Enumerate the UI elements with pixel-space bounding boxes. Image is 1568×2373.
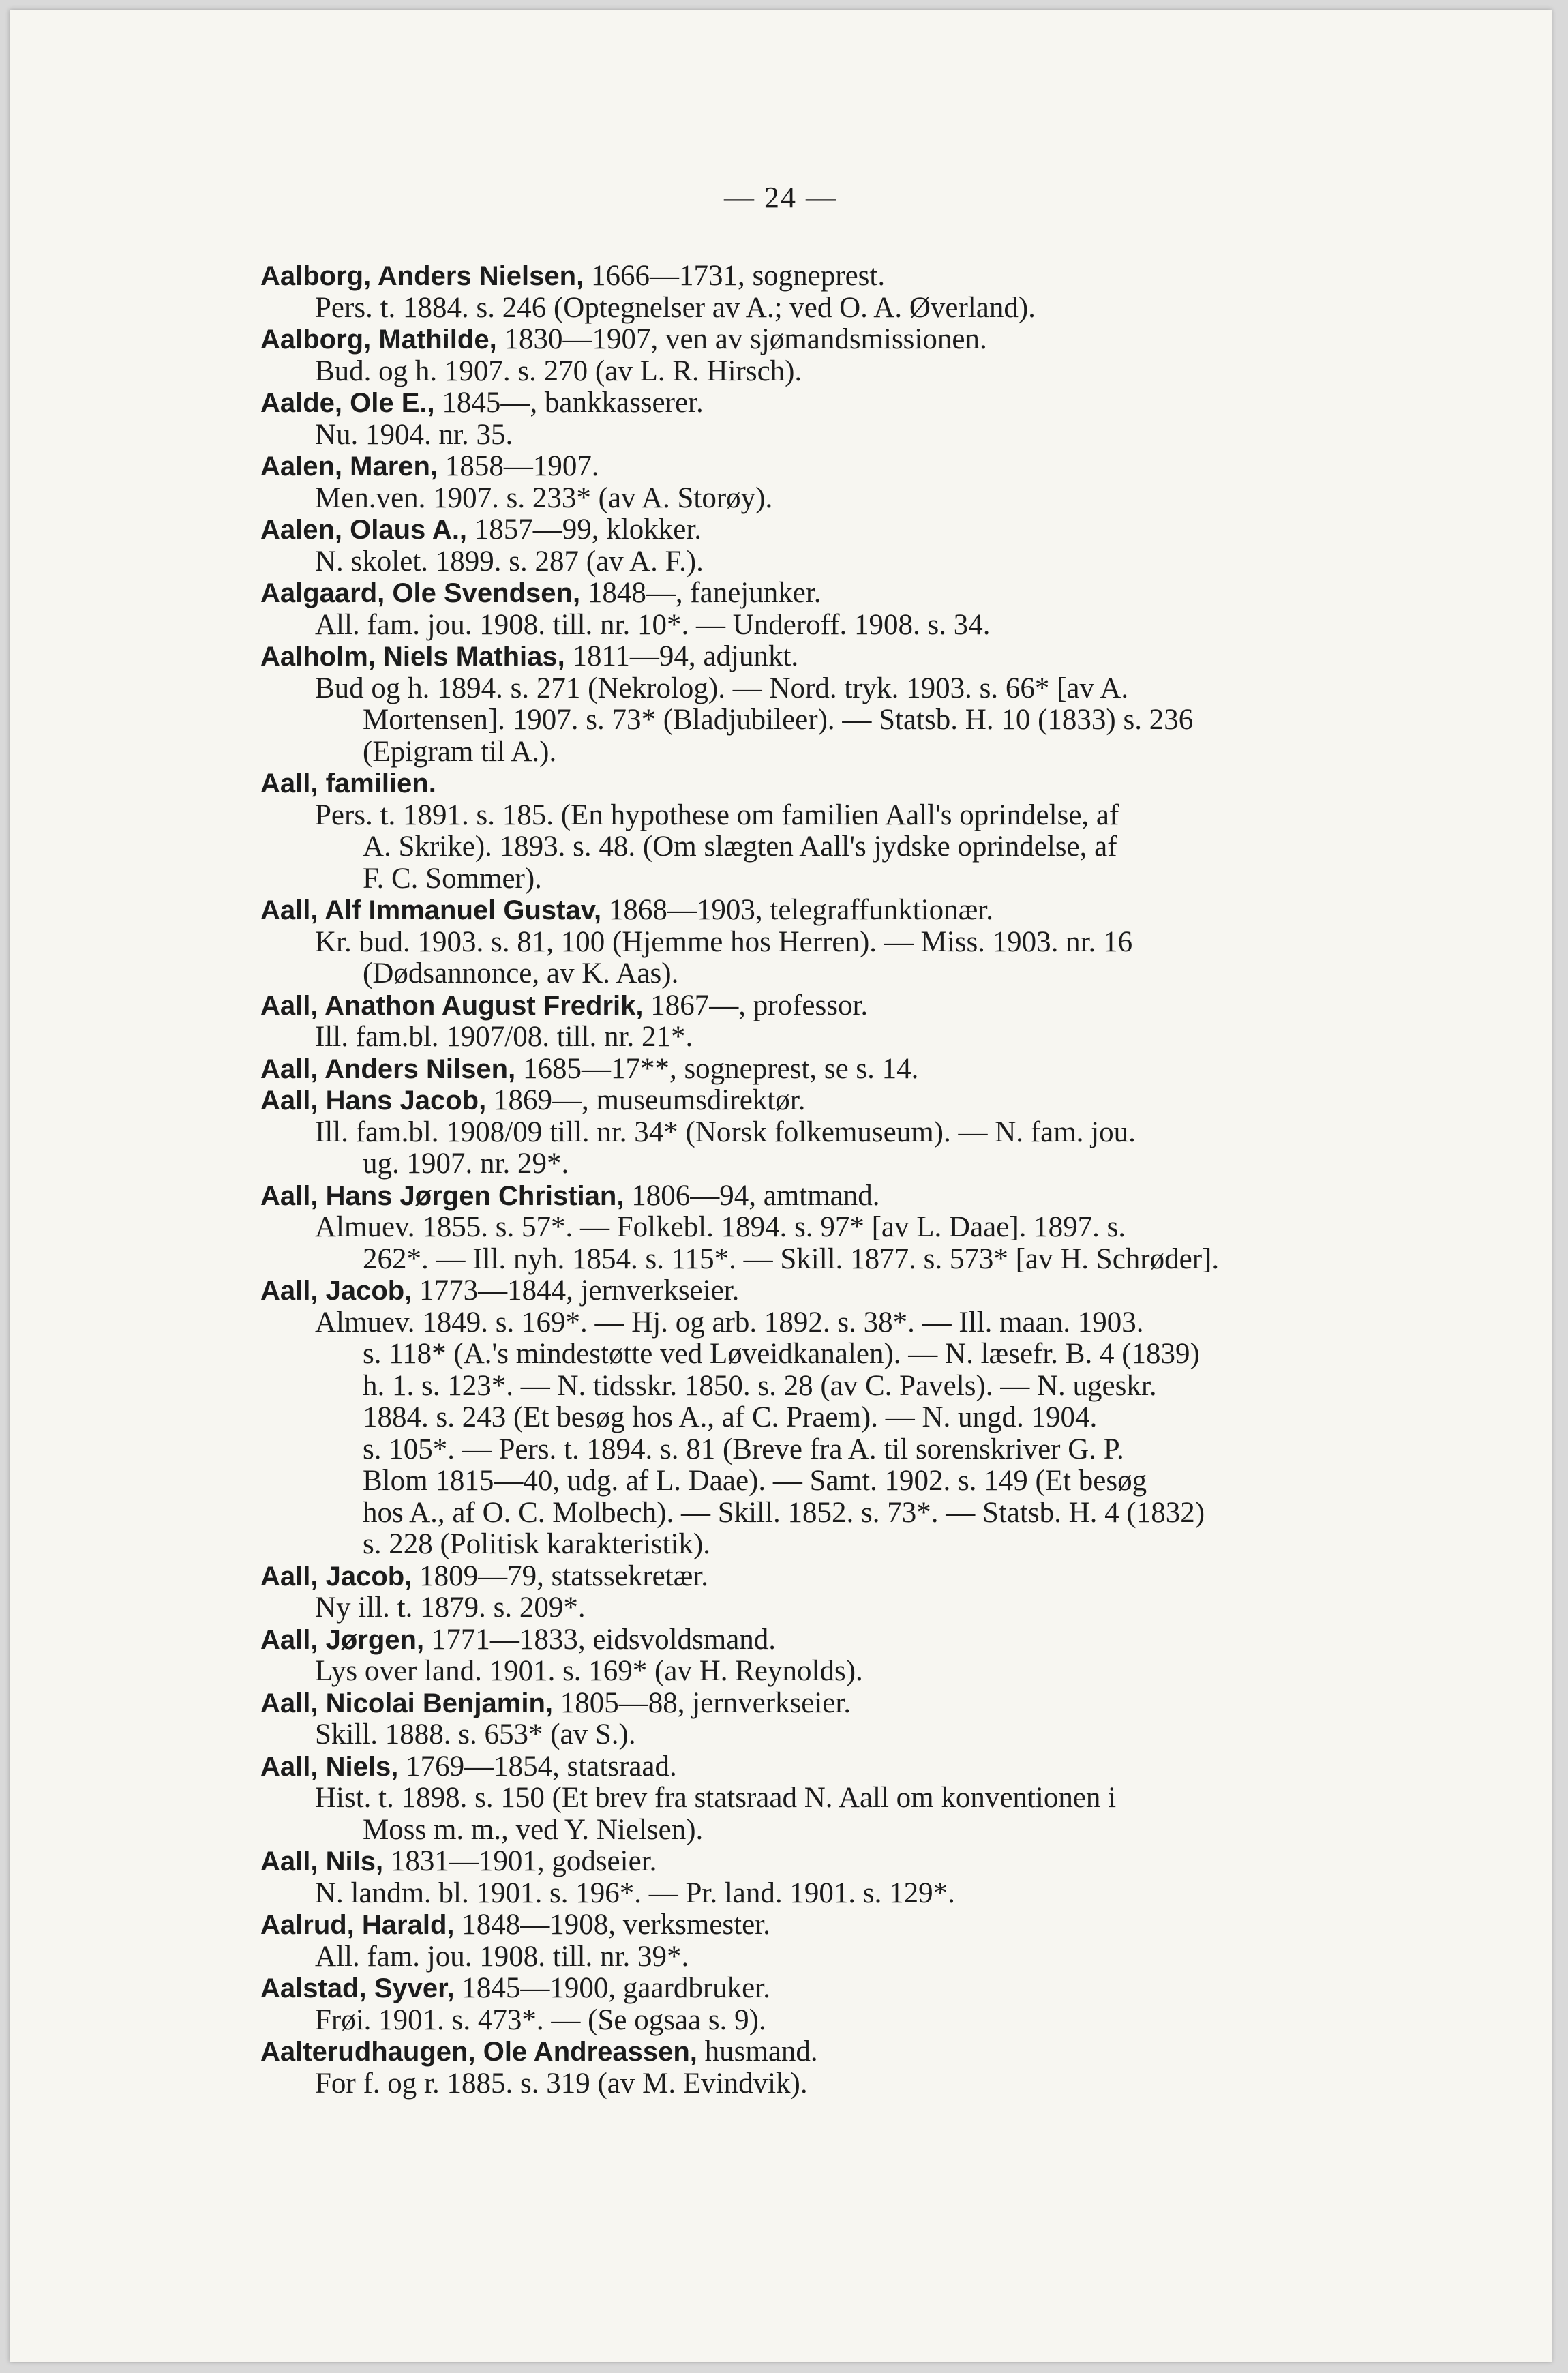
entry-references: [260, 1941, 1460, 1973]
entry-description: 1858—1907.: [438, 450, 599, 482]
reference-line: Pers. t. 1884. s. 246 (Optegnelser av A.; ved O. A. Øverland).: [315, 291, 1036, 324]
entry-references: [260, 673, 1460, 768]
entry-references: [260, 1117, 1460, 1180]
entry-description: 1830—1907, ven av sjømandsmissionen.: [496, 323, 987, 355]
entry-references: [260, 419, 1460, 451]
entry-heading: [260, 324, 1460, 356]
entry-references: [260, 927, 1460, 990]
entry-description: 1666—1731, sogneprest.: [584, 260, 886, 292]
entry-heading: [260, 1054, 1460, 1086]
entry-name: Aall, Jørgen,: [260, 1624, 425, 1655]
entry-list: [260, 260, 1460, 2100]
entry-description: 1771—1833, eidsvoldsmand.: [424, 1623, 777, 1656]
bibliography-entry: [260, 1275, 1460, 1561]
reference-line: Almuev. 1849. s. 169*. — Hj. og arb. 1892. s. 38*. — Ill. maan. 1903.: [315, 1306, 1144, 1339]
bibliography-entry: [260, 451, 1460, 514]
reference-line: Ny ill. t. 1879. s. 209*.: [315, 1592, 586, 1624]
entry-name: Aalborg, Anders Nielsen,: [260, 261, 584, 291]
reference-line: Almuev. 1855. s. 57*. — Folkebl. 1894. s. 97* [av L. Daae]. 1897. s.: [315, 1211, 1126, 1243]
entry-heading: [260, 387, 1460, 419]
entry-name: Aalen, Olaus A.,: [260, 515, 468, 545]
entry-heading: [260, 1909, 1460, 1941]
bibliography-entry: [260, 1180, 1460, 1276]
entry-name: Aalen, Maren,: [260, 451, 438, 481]
entry-name: Aall, Alf Immanuel Gustav,: [260, 895, 602, 925]
entry-description: 1769—1854, statsraad.: [398, 1750, 677, 1782]
entry-description: 1805—88, jernverkseier.: [553, 1686, 851, 1719]
entry-heading: [260, 1561, 1460, 1593]
bibliography-entry: [260, 1973, 1460, 2036]
entry-references: [260, 800, 1460, 895]
entry-heading: [260, 514, 1460, 546]
entry-heading: [260, 1085, 1460, 1117]
entry-name: Aalgaard, Ole Svendsen,: [260, 578, 581, 608]
entry-description: 1848—, fanejunker.: [580, 577, 821, 609]
entry-description: 1773—1844, jernverkseier.: [412, 1274, 740, 1307]
entry-heading: [260, 578, 1460, 610]
reference-line: Nu. 1904. nr. 35.: [315, 418, 513, 451]
entry-references: [260, 1719, 1460, 1751]
bibliography-entry: [260, 1085, 1460, 1180]
reference-line: All. fam. jou. 1908. till. nr. 10*. — Underoff. 1908. s. 34.: [315, 608, 991, 641]
reference-line: hos A., af O. C. Molbech). — Skill. 1852. s. 73*. — Statsb. H. 4 (1832): [363, 1496, 1205, 1529]
reference-line: Mortensen]. 1907. s. 73* (Bladjubileer). — Statsb. H. 10 (1833) s. 236: [363, 704, 1194, 736]
entry-name: Aall, Jacob,: [260, 1561, 412, 1592]
entry-references: [260, 293, 1460, 325]
reference-line: s. 228 (Politisk karakteristik).: [363, 1528, 710, 1560]
entry-description: 1869—, museumsdirektør.: [486, 1084, 806, 1116]
reference-line: Lys over land. 1901. s. 169* (av H. Reynolds).: [315, 1655, 863, 1687]
entry-name: Aall, Niels,: [260, 1751, 399, 1782]
reference-line: Men.ven. 1907. s. 233* (av A. Storøy).: [315, 481, 773, 514]
entry-references: [260, 1878, 1460, 1910]
entry-heading: [260, 990, 1460, 1022]
entry-description: 1809—79, statssekretær.: [412, 1559, 709, 1592]
entry-description: 1831—1901, godseier.: [383, 1845, 657, 1877]
entry-references: [260, 1592, 1460, 1624]
bibliography-entry: [260, 324, 1460, 387]
entry-name: Aalterudhaugen, Ole Andreassen,: [260, 2037, 697, 2067]
reference-line: Blom 1815—40, udg. af L. Daae). — Samt. 1902. s. 149 (Et besøg: [363, 1465, 1147, 1497]
bibliography-entry: [260, 1561, 1460, 1624]
entry-name: Aalholm, Niels Mathias,: [260, 642, 565, 672]
bibliography-entry: [260, 1624, 1460, 1688]
entry-references: [260, 1782, 1460, 1846]
entry-name: Aall, Anathon August Fredrik,: [260, 990, 644, 1021]
reference-line: Bud. og h. 1907. s. 270 (av L. R. Hirsch).: [315, 355, 802, 387]
reference-line: 262*. — Ill. nyh. 1854. s. 115*. — Skill. 1877. s. 573* [av H. Schrøder].: [363, 1242, 1220, 1275]
entry-heading: [260, 641, 1460, 673]
reference-line: s. 118* (A.'s mindestøtte ved Løveidkanalen). — N. læsefr. B. 4 (1839): [363, 1338, 1200, 1370]
bibliography-entry: [260, 1909, 1460, 1973]
entry-references: [260, 2005, 1460, 2037]
bibliography-entry: [260, 641, 1460, 768]
reference-line: Hist. t. 1898. s. 150 (Et brev fra statsraad N. Aall om konventionen i: [315, 1782, 1117, 1814]
reference-line: Ill. fam.bl. 1908/09 till. nr. 34* (Norsk folkemuseum). — N. fam. jou.: [315, 1116, 1136, 1148]
reference-line: Skill. 1888. s. 653* (av S.).: [315, 1718, 636, 1750]
entry-heading: [260, 451, 1460, 483]
reference-line: All. fam. jou. 1908. till. nr. 39*.: [315, 1940, 689, 1973]
bibliography-entry: [260, 1751, 1460, 1847]
entry-name: Aall, familien.: [260, 768, 436, 799]
entry-description: 1845—, bankkasserer.: [434, 387, 704, 419]
bibliography-entry: [260, 260, 1460, 324]
bibliography-entry: [260, 578, 1460, 641]
reference-line: Pers. t. 1891. s. 185. (En hypothese om familien Aall's oprindelse, af: [315, 799, 1119, 831]
entry-heading: [260, 1846, 1460, 1878]
bibliography-entry: [260, 768, 1460, 895]
bibliography-entry: [260, 387, 1460, 451]
entry-name: Aalrud, Harald,: [260, 1910, 455, 1940]
entry-references: [260, 1021, 1460, 1054]
entry-references: [260, 1307, 1460, 1561]
entry-name: Aalborg, Mathilde,: [260, 325, 497, 355]
entry-name: Aall, Nils,: [260, 1847, 384, 1877]
entry-description: 1685—17**, sogneprest, se s. 14.: [515, 1052, 919, 1085]
entry-heading: [260, 895, 1460, 927]
reference-line: Kr. bud. 1903. s. 81, 100 (Hjemme hos Herren). — Miss. 1903. nr. 16: [315, 925, 1133, 958]
reference-line: Frøi. 1901. s. 473*. — (Se ogsaa s. 9).: [315, 2003, 766, 2036]
bibliography-entry: [260, 1688, 1460, 1751]
entry-heading: [260, 1973, 1460, 2005]
entry-heading: [260, 768, 1460, 800]
entry-name: Aall, Anders Nilsen,: [260, 1054, 516, 1084]
page-number: — 24 —: [724, 181, 837, 214]
reference-line: N. landm. bl. 1901. s. 196*. — Pr. land. 1901. s. 129*.: [315, 1877, 955, 1909]
entry-name: Aalde, Ole E.,: [260, 388, 435, 418]
bibliography-entry: [260, 895, 1460, 990]
entry-heading: [260, 1275, 1460, 1307]
reference-line: For f. og r. 1885. s. 319 (av M. Evindvik).: [315, 2067, 808, 2100]
entry-description: 1868—1903, telegraffunktionær.: [601, 894, 993, 926]
reference-line: Moss m. m., ved Y. Nielsen).: [363, 1813, 704, 1846]
bibliography-entry: [260, 990, 1460, 1054]
entry-references: [260, 483, 1460, 515]
bibliography-entry: [260, 2036, 1460, 2100]
entry-references: [260, 356, 1460, 388]
entry-name: Aall, Nicolai Benjamin,: [260, 1688, 554, 1718]
entry-description: 1867—, professor.: [643, 989, 869, 1021]
reference-line: Bud og h. 1894. s. 271 (Nekrolog). — Nord. tryk. 1903. s. 66* [av A.: [315, 672, 1129, 704]
entry-references: [260, 546, 1460, 578]
entry-heading: [260, 1688, 1460, 1720]
entry-heading: [260, 260, 1460, 293]
document-page: [10, 10, 1552, 2362]
entry-name: Aall, Jacob,: [260, 1276, 412, 1306]
reference-line: F. C. Sommer).: [363, 862, 542, 895]
entry-description: 1857—99, klokker.: [467, 513, 702, 546]
entry-references: [260, 610, 1460, 642]
entry-name: Aalstad, Syver,: [260, 1973, 455, 2003]
reference-line: ug. 1907. nr. 29*.: [363, 1148, 569, 1180]
entry-description: 1845—1900, gaardbruker.: [454, 1972, 770, 2004]
reference-line: Ill. fam.bl. 1907/08. till. nr. 21*.: [315, 1021, 693, 1053]
entry-description: husmand.: [697, 2035, 818, 2068]
entry-references: [260, 1212, 1460, 1275]
reference-line: 1884. s. 243 (Et besøg hos A., af C. Praem). — N. ungd. 1904.: [363, 1401, 1098, 1433]
entry-heading: [260, 1180, 1460, 1212]
bibliography-entry: [260, 1846, 1460, 1909]
bibliography-entry: [260, 514, 1460, 578]
entry-description: 1806—94, amtmand.: [624, 1179, 880, 1212]
entry-references: [260, 1656, 1460, 1688]
reference-line: h. 1. s. 123*. — N. tidsskr. 1850. s. 28 (av C. Pavels). — N. ugeskr.: [363, 1369, 1157, 1402]
bibliography-entry: [260, 1054, 1460, 1086]
entry-heading: [260, 2036, 1460, 2068]
reference-line: (Dødsannonce, av K. Aas).: [363, 957, 679, 989]
entry-description: 1848—1908, verksmester.: [454, 1909, 770, 1941]
entry-heading: [260, 1751, 1460, 1783]
entry-heading: [260, 1624, 1460, 1656]
reference-line: s. 105*. — Pers. t. 1894. s. 81 (Breve fra A. til sorenskriver G. P.: [363, 1433, 1124, 1465]
entry-name: Aall, Hans Jacob,: [260, 1086, 487, 1116]
entry-references: [260, 2068, 1460, 2100]
reference-line: A. Skrike). 1893. s. 48. (Om slægten Aall's jydske oprindelse, af: [363, 831, 1117, 863]
reference-line: (Epigram til A.).: [363, 735, 557, 768]
reference-line: N. skolet. 1899. s. 287 (av A. F.).: [315, 545, 704, 578]
entry-description: 1811—94, adjunkt.: [564, 640, 799, 672]
entry-name: Aall, Hans Jørgen Christian,: [260, 1180, 624, 1211]
